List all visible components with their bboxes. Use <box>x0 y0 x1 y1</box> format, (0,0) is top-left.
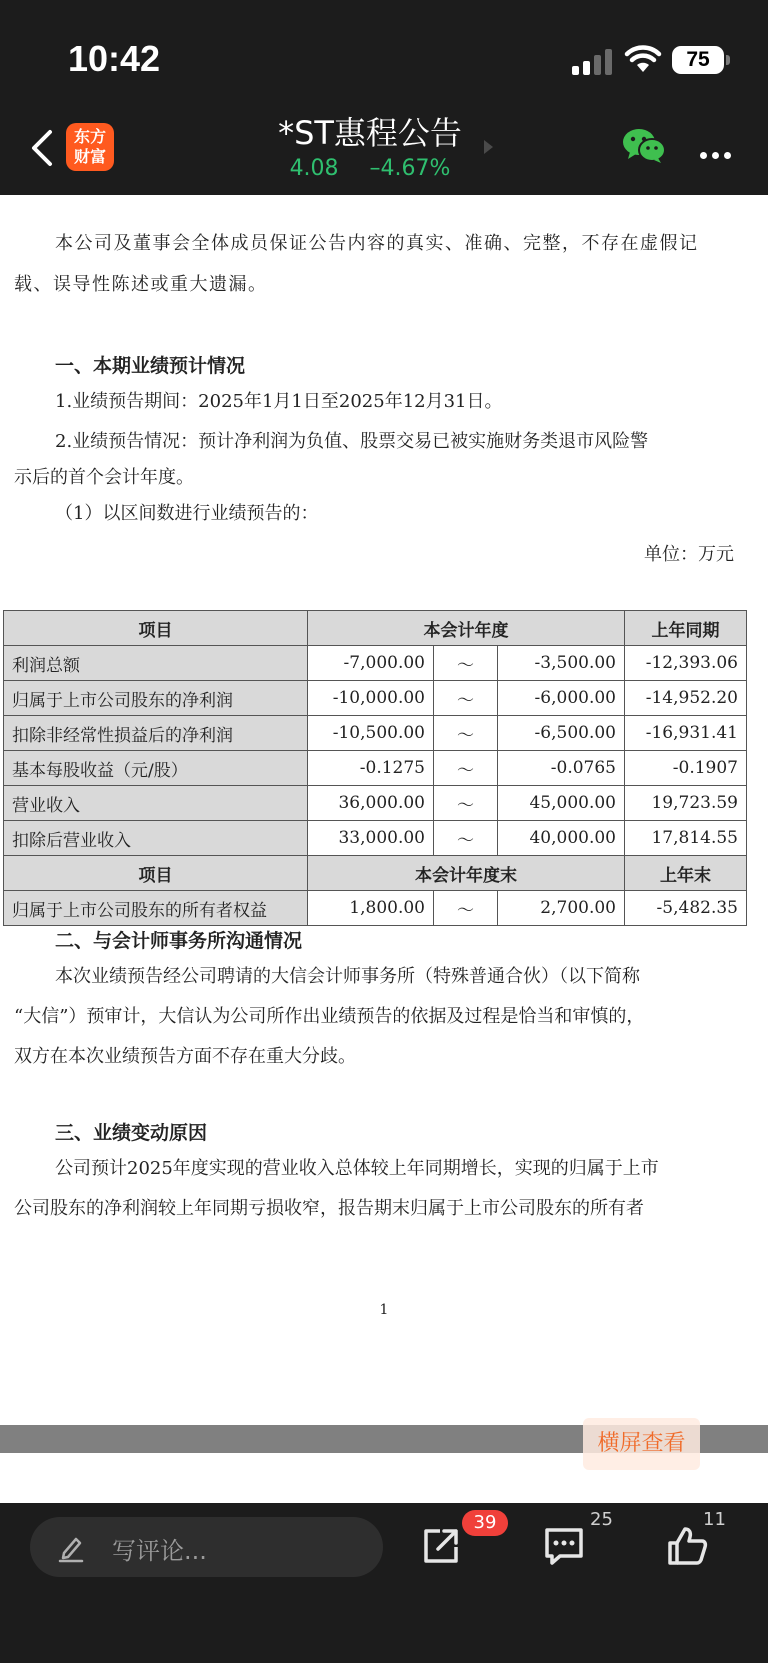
section-1-period: 1.业绩预告期间：2025年1月1日至2025年12月31日。 <box>55 391 503 412</box>
comment-count: 25 <box>590 1509 613 1530</box>
row-range-sep: ～ <box>434 751 498 786</box>
table-row <box>4 716 747 751</box>
row-label: 利润总额 <box>4 646 308 681</box>
row-prior: 17,814.55 <box>625 821 747 856</box>
landscape-view-button[interactable]: 横屏查看 <box>583 1418 700 1470</box>
table-row <box>4 786 747 821</box>
unit-label: 单位：万元 <box>644 544 734 565</box>
row-prior: -0.1907 <box>625 751 747 786</box>
nav-header <box>0 100 768 195</box>
row-range-sep: ～ <box>434 716 498 751</box>
row-low: 33,000.00 <box>308 821 434 856</box>
row-prior: -16,931.41 <box>625 716 747 751</box>
header-prior-year-end: 上年末 <box>625 856 747 891</box>
header-current-year: 本会计年度 <box>308 611 625 646</box>
table-row <box>4 821 747 856</box>
section-3-line-2: 公司股东的净利润较上年同期亏损收窄，报告期末归属于上市公司股东的所有者 <box>14 1198 644 1219</box>
battery-indicator: 75 <box>672 46 724 74</box>
section-1-range-note: （1）以区间数进行业绩预告的： <box>55 503 319 524</box>
section-3-title: 三、业绩变动原因 <box>55 1122 208 1144</box>
stock-change: –4.67% <box>369 156 451 181</box>
row-low: -7,000.00 <box>308 646 434 681</box>
section-2-line-3: 双方在本次业绩预告方面不存在重大分歧。 <box>14 1046 356 1067</box>
next-stock-arrow-icon[interactable] <box>484 140 493 154</box>
row-range-sep: ～ <box>434 681 498 716</box>
section-2-title: 二、与会计师事务所沟通情况 <box>55 930 303 952</box>
row-low: -0.1275 <box>308 751 434 786</box>
earnings-forecast-table <box>3 610 747 926</box>
section-3-line-1: 公司预计2025年度实现的营业收入总体较上年同期增长，实现的归属于上市 <box>55 1158 659 1179</box>
intro-line-1: 本公司及董事会全体成员保证公告内容的真实、准确、完整，不存在虚假记 <box>55 233 699 254</box>
row-range-sep: ～ <box>434 646 498 681</box>
row-high: -6,000.00 <box>498 681 625 716</box>
row-range-sep: ～ <box>434 891 498 926</box>
row-prior: -12,393.06 <box>625 646 747 681</box>
row-label: 基本每股收益（元/股） <box>4 751 308 786</box>
header-item: 项目 <box>4 611 308 646</box>
back-arrow-icon[interactable] <box>28 128 56 168</box>
header-year-end: 本会计年度末 <box>308 856 625 891</box>
like-count: 11 <box>703 1509 726 1530</box>
comment-icon[interactable] <box>542 1525 586 1567</box>
stock-quote <box>200 156 540 181</box>
header-prior-year: 上年同期 <box>625 611 747 646</box>
row-prior: -5,482.35 <box>625 891 747 926</box>
row-high: 40,000.00 <box>498 821 625 856</box>
section-1-forecast-line-1: 2.业绩预告情况：预计净利润为负值、股票交易已被实施财务类退市风险警 <box>55 431 649 452</box>
table-row <box>4 681 747 716</box>
row-low: 1,800.00 <box>308 891 434 926</box>
row-high: -6,500.00 <box>498 716 625 751</box>
bottom-action-bar <box>0 1503 768 1663</box>
more-options-icon[interactable] <box>700 144 736 163</box>
comment-input[interactable] <box>30 1517 383 1577</box>
row-label: 扣除非经常性损益后的净利润 <box>4 716 308 751</box>
logo-text-bottom: 财富 <box>73 147 106 166</box>
wifi-icon <box>624 44 662 74</box>
row-prior: 19,723.59 <box>625 786 747 821</box>
comment-placeholder: 写评论... <box>112 1537 207 1565</box>
row-high: -0.0765 <box>498 751 625 786</box>
row-low: 36,000.00 <box>308 786 434 821</box>
row-label: 扣除后营业收入 <box>4 821 308 856</box>
row-low: -10,500.00 <box>308 716 434 751</box>
section-2-line-1: 本次业绩预告经公司聘请的大信会计师事务所（特殊普通合伙）（以下简称 <box>55 966 640 987</box>
announcement-document <box>0 195 768 1423</box>
pencil-icon <box>58 1533 84 1563</box>
share-icon[interactable] <box>420 1525 462 1567</box>
status-bar <box>0 0 768 100</box>
row-high: -3,500.00 <box>498 646 625 681</box>
row-high: 2,700.00 <box>498 891 625 926</box>
header-item-2: 项目 <box>4 856 308 891</box>
table-row <box>4 646 747 681</box>
cellular-signal-icon <box>572 49 614 75</box>
row-label: 归属于上市公司股东的所有者权益 <box>4 891 308 926</box>
app-logo[interactable] <box>66 123 114 171</box>
table-row <box>4 751 747 786</box>
like-thumb-icon[interactable] <box>666 1525 710 1567</box>
page-number: 1 <box>379 1302 389 1318</box>
row-low: -10,000.00 <box>308 681 434 716</box>
row-label: 营业收入 <box>4 786 308 821</box>
logo-text-top: 东方 <box>73 127 106 146</box>
table-header-row-2 <box>4 856 747 891</box>
page-title: *ST惠程公告 <box>278 114 462 152</box>
section-2-line-2: “大信”）预审计，大信认为公司所作出业绩预告的依据及过程是恰当和审慎的， <box>14 1006 645 1027</box>
section-1-title: 一、本期业绩预计情况 <box>55 355 246 377</box>
share-count-badge: 39 <box>462 1510 508 1536</box>
wechat-share-icon[interactable] <box>622 128 666 164</box>
clock: 10:42 <box>68 38 161 79</box>
battery-cap <box>726 55 730 65</box>
table-header-row <box>4 611 747 646</box>
intro-line-2: 载、误导性陈述或重大遗漏。 <box>14 274 268 295</box>
row-high: 45,000.00 <box>498 786 625 821</box>
section-1-forecast-line-2: 示后的首个会计年度。 <box>14 467 194 488</box>
row-prior: -14,952.20 <box>625 681 747 716</box>
table-row <box>4 891 747 926</box>
row-range-sep: ～ <box>434 821 498 856</box>
stock-price: 4.08 <box>289 156 339 181</box>
row-range-sep: ～ <box>434 786 498 821</box>
row-label: 归属于上市公司股东的净利润 <box>4 681 308 716</box>
